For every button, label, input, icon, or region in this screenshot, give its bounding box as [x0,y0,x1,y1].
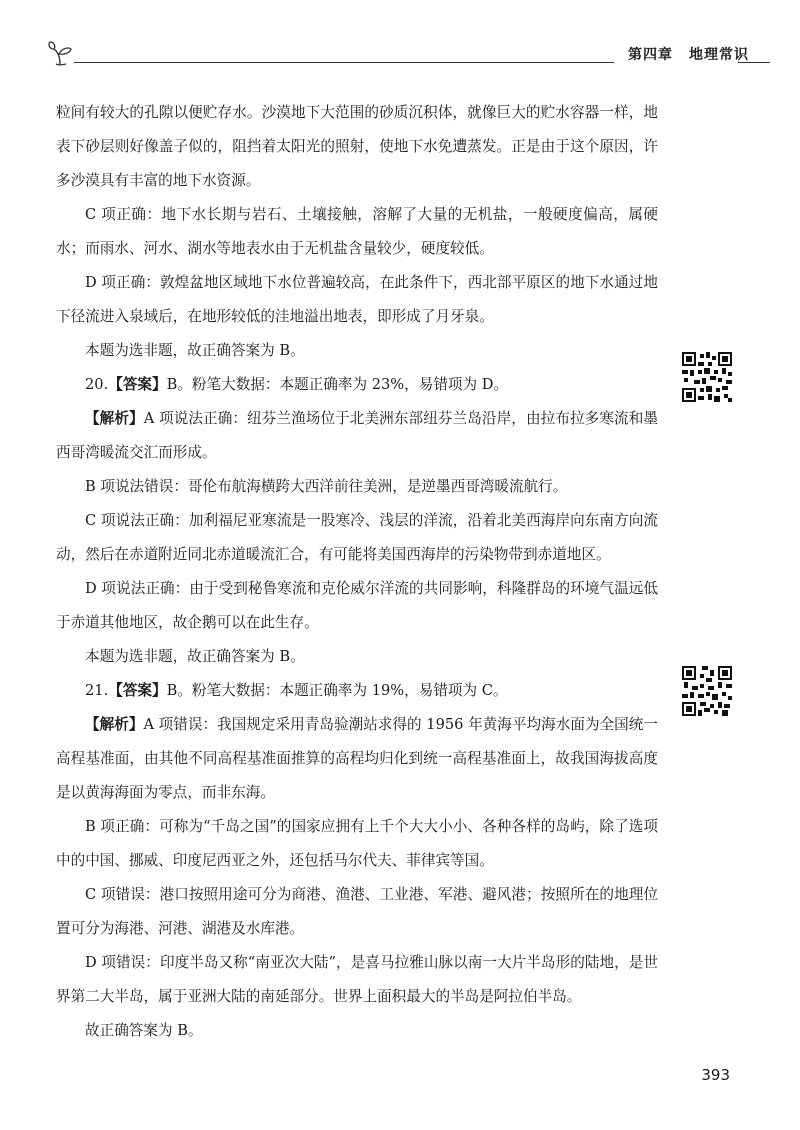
header-rule-right [738,62,770,63]
q20-option-b: B 项说法错误：哥伦布航海横跨大西洋前往美洲，是逆墨西哥湾暖流航行。 [85,478,568,495]
q21-conclusion: 故正确答案为 B。 [85,1022,203,1039]
q21-option-d: D 项错误：印度半岛又称“南亚次大陆”，是喜马拉雅山脉以南一大片半岛形的陆地，是世界第二大半岛，属于亚洲大陆的南延部分。世界上面积最大的半岛是阿拉伯半岛。 [56,954,658,1005]
paragraph-option-d: D 项正确：敦煌盆地区域地下水位普遍较高，在此条件下，西北部平原区的地下水通过地下径流进入泉域后，在地形较低的洼地溢出地表，即形成了月牙泉。 [56,274,658,325]
q20-number: 20. [85,376,109,393]
q21-analysis-tag: 【解析】 [85,716,144,733]
paragraph-continuation: 粒间有较大的孔隙以便贮存水。沙漠地下大范围的砂质沉积体，就像巨大的贮水容器一样，地表下砂层则好像盖子似的，阻挡着太阳光的照射，使地下水免遭蒸发。正是由于这个原因，许多沙漠具有丰富的地下水资源。 [56,104,658,189]
chapter-title [628,44,749,64]
qr-code-icon[interactable] [682,666,732,716]
q21-answer-text: B。粉笔大数据：本题正确率为 19%，易错项为 C。 [166,682,508,699]
q21-answer-tag: 【答案】 [108,682,167,699]
q20-answer-tag: 【答案】 [108,376,167,393]
chapter-label: 第四章 [628,47,673,63]
q20-analysis-a-text: A 项说法正确：纽芬兰渔场位于北美洲东部纽芬兰岛沿岸，由拉布拉多寒流和墨西哥湾暖流交汇而形成。 [56,410,658,461]
page-body [56,96,658,1048]
q20-answer [56,368,658,402]
q21-option-b: B 项正确：可称为“千岛之国”的国家应拥有上千个大大小小、各种各样的岛屿，除了选项中的中国、挪威、印度尼西亚之外，还包括马尔代夫、菲律宾等国。 [56,818,658,869]
paragraph-option-c: C 项正确：地下水长期与岩石、土壤接触，溶解了大量的无机盐，一般硬度偏高，属硬水；而雨水、河水、湖水等地表水由于无机盐含量较少，硬度较低。 [56,206,658,257]
sprout-icon [46,40,74,66]
q20-conclusion: 本题为选非题，故正确答案为 B。 [85,648,305,665]
header-rule-left [74,62,614,63]
qr-code-icon[interactable] [682,352,732,402]
q20-option-d: D 项说法正确：由于受到秘鲁寒流和克伦威尔洋流的共同影响，科隆群岛的环境气温远低于赤道其他地区，故企鹅可以在此生存。 [56,580,658,631]
q20-analysis-tag: 【解析】 [85,410,144,427]
q21-option-c: C 项错误：港口按照用途可分为商港、渔港、工业港、军港、避风港；按照所在的地理位置可分为海港、河港、湖港及水库港。 [56,886,658,937]
page-header [40,36,770,70]
section-label: 地理常识 [689,47,749,63]
paragraph-conclusion: 本题为选非题，故正确答案为 B。 [85,342,305,359]
q20-option-c: C 项说法正确：加利福尼亚寒流是一股寒冷、浅层的洋流，沿着北美西海岸向东南方向流动，然后在赤道附近同北赤道暖流汇合，有可能将美国西海岸的污染物带到赤道地区。 [56,512,658,563]
q21-analysis-a [56,708,658,810]
q20-answer-text: B。粉笔大数据：本题正确率为 23%，易错项为 D。 [166,376,509,393]
q20-analysis-a [56,402,658,470]
q21-number: 21. [85,682,109,699]
page-number: 393 [701,1066,730,1084]
q21-analysis-a-text: A 项错误：我国规定采用青岛验潮站求得的 1956 年黄海平均海水面为全国统一高程基准面，由其他不同高程基准面推算的高程均归化到统一高程基准面上，故我国海拔高度是以黄海海面为零点，而非东海。 [56,716,658,801]
q21-answer [56,674,658,708]
